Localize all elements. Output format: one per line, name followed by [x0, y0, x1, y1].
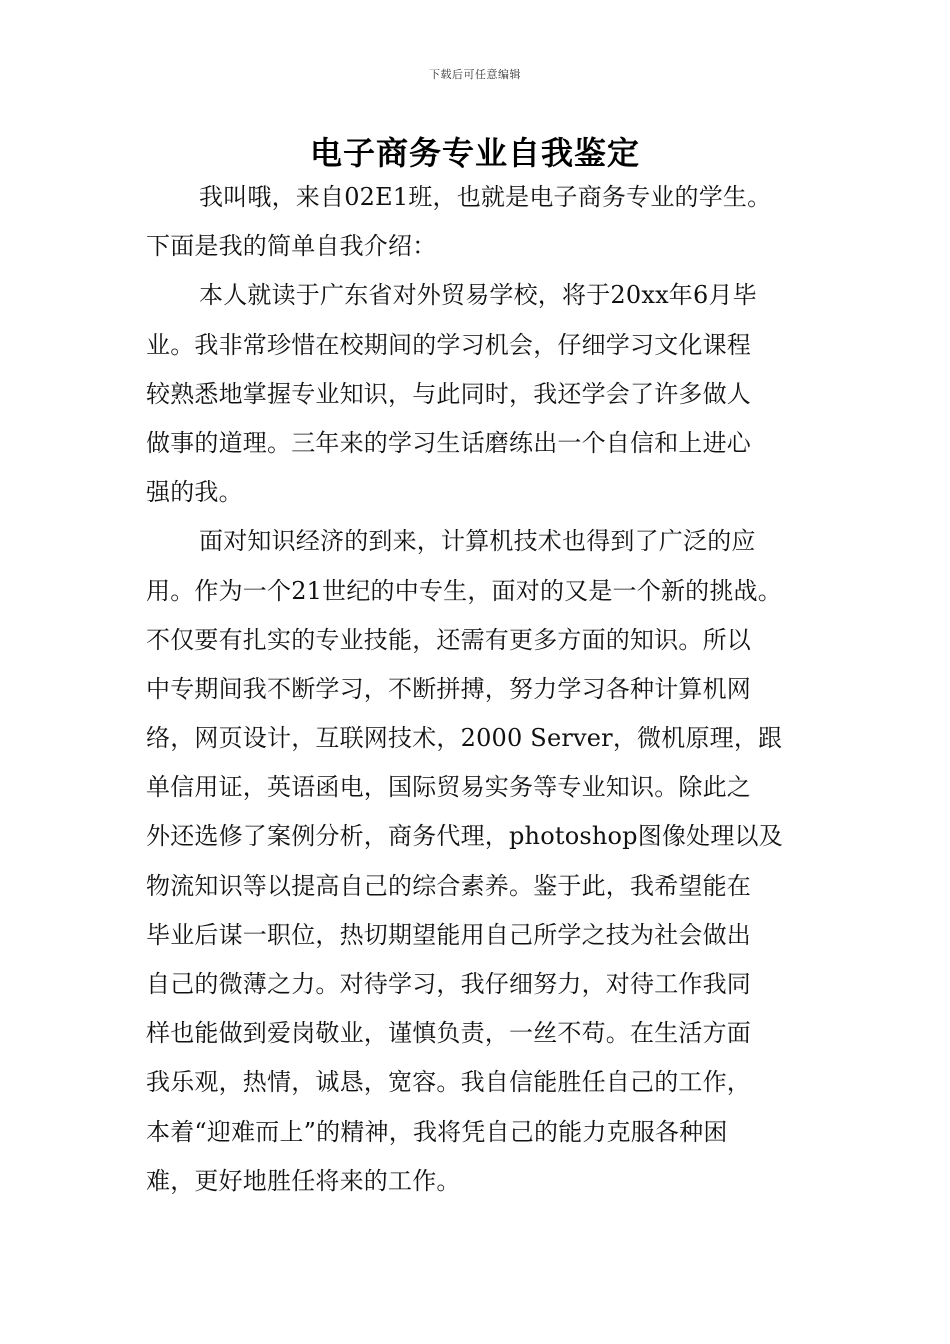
- body-line: 业。我非常珍惜在校期间的学习机会，仔细学习文化课程: [146, 330, 751, 359]
- document-body: [146, 173, 826, 1206]
- body-line: 本人就读于广东省对外贸易学校，将于20xx年6月毕: [199, 281, 757, 310]
- body-line: 我叫哦，来自02E1班，也就是电子商务专业的学生。: [199, 183, 772, 211]
- body-line: 中专期间我不断学习，不断拼搏，努力学习各种计算机网: [146, 674, 751, 703]
- body-line: 样也能做到爱岗敬业，谨慎负责，一丝不苟。在生活方面: [146, 1019, 751, 1048]
- body-line: 难，更好地胜任将来的工作。: [146, 1166, 461, 1195]
- body-line: 络，网页设计，互联网技术，2000 Server，微机原理，跟: [146, 724, 783, 753]
- body-line: 较熟悉地掌握专业知识，与此同时，我还学会了许多做人: [146, 379, 751, 408]
- body-line: 面对知识经济的到来，计算机技术也得到了广泛的应: [199, 527, 756, 556]
- body-line: 不仅要有扎实的专业技能，还需有更多方面的知识。所以: [146, 625, 751, 654]
- body-line: 外还选修了案例分析，商务代理，photoshop图像处理以及: [146, 822, 783, 851]
- body-line: 物流知识等以提高自己的综合素养。鉴于此，我希望能在: [146, 871, 751, 900]
- body-line: 本着“迎难而上”的精神，我将凭自己的能力克服各种困: [146, 1117, 728, 1146]
- body-line: 下面是我的简单自我介绍：: [146, 232, 437, 261]
- header-note: 下载后可任意编辑: [429, 68, 521, 81]
- body-line: 单信用证，英语函电，国际贸易实务等专业知识。除此之: [146, 773, 751, 802]
- body-line: 毕业后谋一职位，热切期望能用自己所学之技为社会做出: [146, 920, 751, 949]
- body-line: 用。作为一个21世纪的中专生，面对的又是一个新的挑战。: [146, 576, 782, 605]
- body-line: 强的我。: [146, 478, 243, 507]
- document-title: 电子商务专业自我鉴定: [309, 134, 640, 172]
- body-line: 我乐观，热情，诚恳，宽容。我自信能胜任自己的工作，: [146, 1068, 751, 1097]
- body-line: 做事的道理。三年来的学习生话磨练出一个自信和上进心: [146, 428, 751, 457]
- body-line: 自己的微薄之力。对待学习，我仔细努力，对待工作我同: [146, 970, 751, 998]
